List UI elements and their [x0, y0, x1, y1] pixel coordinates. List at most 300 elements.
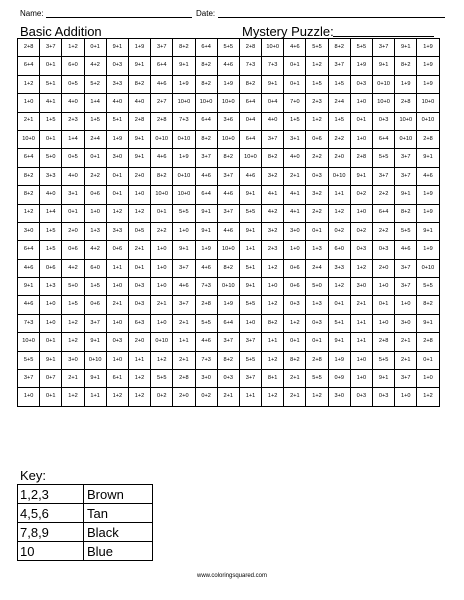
grid-cell[interactable]: 1+1 [239, 388, 261, 406]
grid-cell[interactable]: 0+1 [40, 57, 62, 75]
grid-cell[interactable]: 4+2 [262, 204, 284, 222]
grid-cell[interactable]: 5+5 [373, 149, 395, 167]
grid-cell[interactable]: 2+1 [173, 351, 195, 369]
grid-cell[interactable]: 4+1 [40, 94, 62, 112]
grid-cell[interactable]: 0+3 [306, 167, 328, 185]
grid-cell[interactable]: 1+9 [173, 75, 195, 93]
grid-cell[interactable]: 8+2 [217, 259, 239, 277]
grid-cell[interactable]: 1+1 [328, 186, 350, 204]
grid-cell[interactable]: 0+6 [306, 130, 328, 148]
grid-cell[interactable]: 5+5 [18, 351, 40, 369]
grid-cell[interactable]: 2+1 [128, 241, 150, 259]
grid-cell[interactable]: 0+6 [284, 259, 306, 277]
grid-cell[interactable]: 2+2 [306, 204, 328, 222]
grid-cell[interactable]: 3+7 [395, 259, 417, 277]
grid-cell[interactable]: 5+5 [350, 39, 372, 57]
grid-cell[interactable]: 8+1 [262, 370, 284, 388]
grid-cell[interactable]: 8+2 [195, 57, 217, 75]
grid-cell[interactable]: 1+1 [84, 388, 106, 406]
grid-cell[interactable]: 5+0 [62, 278, 84, 296]
grid-cell[interactable]: 2+3 [306, 94, 328, 112]
grid-cell[interactable]: 0+10 [84, 351, 106, 369]
grid-cell[interactable]: 3+0 [284, 222, 306, 240]
grid-cell[interactable]: 0+6 [84, 186, 106, 204]
grid-cell[interactable]: 9+1 [417, 222, 439, 240]
grid-cell[interactable]: 2+0 [128, 333, 150, 351]
grid-cell[interactable]: 2+8 [195, 296, 217, 314]
grid-cell[interactable]: 0+1 [84, 39, 106, 57]
grid-cell[interactable]: 0+10 [151, 130, 173, 148]
grid-cell[interactable]: 8+2 [395, 204, 417, 222]
grid-cell[interactable]: 2+1 [217, 388, 239, 406]
grid-cell[interactable]: 5+5 [306, 39, 328, 57]
grid-cell[interactable]: 7+0 [284, 94, 306, 112]
grid-cell[interactable]: 4+6 [173, 278, 195, 296]
grid-cell[interactable]: 0+3 [306, 314, 328, 332]
grid-cell[interactable]: 3+0 [195, 370, 217, 388]
grid-cell[interactable]: 10+0 [217, 241, 239, 259]
grid-cell[interactable]: 0+3 [106, 57, 128, 75]
grid-cell[interactable]: 0+1 [40, 388, 62, 406]
grid-cell[interactable]: 8+2 [195, 75, 217, 93]
grid-cell[interactable]: 3+7 [373, 167, 395, 185]
grid-cell[interactable]: 8+2 [195, 130, 217, 148]
grid-cell[interactable]: 1+9 [417, 186, 439, 204]
grid-cell[interactable]: 2+3 [62, 112, 84, 130]
grid-cell[interactable]: 1+0 [350, 370, 372, 388]
grid-cell[interactable]: 3+6 [217, 112, 239, 130]
grid-cell[interactable]: 1+0 [350, 94, 372, 112]
grid-cell[interactable]: 6+0 [84, 259, 106, 277]
grid-cell[interactable]: 6+4 [18, 57, 40, 75]
grid-cell[interactable]: 3+7 [395, 278, 417, 296]
grid-cell[interactable]: 2+4 [84, 130, 106, 148]
grid-cell[interactable]: 0+3 [373, 388, 395, 406]
grid-cell[interactable]: 4+0 [106, 94, 128, 112]
grid-cell[interactable]: 10+0 [217, 130, 239, 148]
grid-cell[interactable]: 1+1 [128, 351, 150, 369]
grid-cell[interactable]: 1+9 [417, 39, 439, 57]
grid-cell[interactable]: 3+7 [173, 296, 195, 314]
grid-cell[interactable]: 0+10 [417, 112, 439, 130]
grid-cell[interactable]: 0+1 [106, 167, 128, 185]
grid-cell[interactable]: 0+1 [306, 222, 328, 240]
grid-cell[interactable]: 1+0 [373, 278, 395, 296]
grid-cell[interactable]: 0+4 [239, 112, 261, 130]
mystery-puzzle-line[interactable] [333, 36, 434, 37]
grid-cell[interactable]: 0+9 [328, 370, 350, 388]
grid-cell[interactable]: 1+2 [328, 278, 350, 296]
grid-cell[interactable]: 1+9 [417, 75, 439, 93]
grid-cell[interactable]: 2+1 [284, 167, 306, 185]
grid-cell[interactable]: 2+4 [328, 94, 350, 112]
grid-cell[interactable]: 7+3 [18, 314, 40, 332]
grid-cell[interactable]: 1+1 [350, 333, 372, 351]
grid-cell[interactable]: 4+1 [284, 204, 306, 222]
grid-cell[interactable]: 4+6 [195, 167, 217, 185]
grid-cell[interactable]: 4+0 [62, 94, 84, 112]
grid-cell[interactable]: 3+7 [151, 39, 173, 57]
grid-cell[interactable]: 3+1 [284, 130, 306, 148]
grid-cell[interactable]: 1+1 [350, 314, 372, 332]
grid-cell[interactable]: 1+0 [106, 351, 128, 369]
grid-cell[interactable]: 6+1 [106, 370, 128, 388]
grid-cell[interactable]: 1+2 [350, 259, 372, 277]
grid-cell[interactable]: 9+1 [195, 204, 217, 222]
grid-cell[interactable]: 2+2 [306, 149, 328, 167]
grid-cell[interactable]: 6+4 [195, 39, 217, 57]
grid-cell[interactable]: 9+1 [173, 241, 195, 259]
grid-cell[interactable]: 0+3 [350, 241, 372, 259]
grid-cell[interactable]: 0+3 [373, 241, 395, 259]
grid-cell[interactable]: 4+0 [62, 167, 84, 185]
grid-cell[interactable]: 8+2 [18, 186, 40, 204]
grid-cell[interactable]: 3+7 [328, 57, 350, 75]
grid-cell[interactable]: 2+2 [373, 222, 395, 240]
grid-cell[interactable]: 1+1 [239, 241, 261, 259]
grid-cell[interactable]: 0+10 [395, 130, 417, 148]
grid-cell[interactable]: 0+6 [62, 241, 84, 259]
grid-cell[interactable]: 7+3 [239, 57, 261, 75]
grid-cell[interactable]: 0+1 [151, 204, 173, 222]
grid-cell[interactable]: 1+9 [106, 130, 128, 148]
grid-cell[interactable]: 3+3 [106, 75, 128, 93]
grid-cell[interactable]: 0+4 [262, 94, 284, 112]
grid-cell[interactable]: 4+6 [151, 149, 173, 167]
grid-cell[interactable]: 3+2 [306, 186, 328, 204]
grid-cell[interactable]: 1+2 [128, 204, 150, 222]
grid-cell[interactable]: 1+2 [128, 388, 150, 406]
grid-cell[interactable]: 0+1 [417, 351, 439, 369]
grid-cell[interactable]: 1+4 [40, 204, 62, 222]
grid-cell[interactable]: 1+5 [40, 112, 62, 130]
grid-cell[interactable]: 2+8 [417, 333, 439, 351]
grid-cell[interactable]: 0+1 [84, 149, 106, 167]
grid-cell[interactable]: 1+0 [350, 204, 372, 222]
grid-cell[interactable]: 3+7 [217, 204, 239, 222]
grid-cell[interactable]: 8+2 [417, 296, 439, 314]
grid-cell[interactable]: 2+2 [328, 130, 350, 148]
grid-cell[interactable]: 10+0 [18, 130, 40, 148]
grid-cell[interactable]: 0+3 [350, 75, 372, 93]
grid-cell[interactable]: 4+6 [151, 75, 173, 93]
grid-cell[interactable]: 0+2 [350, 222, 372, 240]
grid-cell[interactable]: 1+5 [306, 75, 328, 93]
grid-cell[interactable]: 1+9 [217, 296, 239, 314]
grid-cell[interactable]: 2+1 [173, 314, 195, 332]
grid-cell[interactable]: 1+2 [417, 388, 439, 406]
grid-cell[interactable]: 5+5 [239, 296, 261, 314]
grid-cell[interactable]: 4+6 [18, 296, 40, 314]
grid-cell[interactable]: 10+0 [395, 112, 417, 130]
grid-cell[interactable]: 2+8 [350, 149, 372, 167]
grid-cell[interactable]: 9+1 [40, 351, 62, 369]
grid-cell[interactable]: 6+4 [239, 94, 261, 112]
grid-cell[interactable]: 9+1 [328, 333, 350, 351]
grid-cell[interactable]: 3+0 [395, 314, 417, 332]
grid-cell[interactable]: 2+1 [106, 296, 128, 314]
grid-cell[interactable]: 6+0 [328, 241, 350, 259]
grid-cell[interactable]: 0+3 [128, 296, 150, 314]
grid-cell[interactable]: 2+3 [262, 241, 284, 259]
grid-cell[interactable]: 1+0 [350, 130, 372, 148]
grid-cell[interactable]: 0+1 [350, 112, 372, 130]
grid-cell[interactable]: 1+9 [217, 75, 239, 93]
grid-cell[interactable]: 5+5 [306, 370, 328, 388]
grid-cell[interactable]: 5+0 [40, 149, 62, 167]
grid-cell[interactable]: 1+0 [151, 278, 173, 296]
grid-cell[interactable]: 4+6 [217, 57, 239, 75]
grid-cell[interactable]: 1+2 [18, 204, 40, 222]
grid-cell[interactable]: 2+7 [151, 94, 173, 112]
grid-cell[interactable]: 10+0 [173, 94, 195, 112]
grid-cell[interactable]: 0+10 [417, 259, 439, 277]
grid-cell[interactable]: 6+4 [217, 314, 239, 332]
grid-cell[interactable]: 7+3 [262, 57, 284, 75]
grid-cell[interactable]: 1+0 [106, 314, 128, 332]
grid-cell[interactable]: 6+3 [128, 314, 150, 332]
grid-cell[interactable]: 4+6 [217, 222, 239, 240]
grid-cell[interactable]: 9+1 [173, 57, 195, 75]
grid-cell[interactable]: 1+0 [106, 278, 128, 296]
grid-cell[interactable]: 4+6 [284, 39, 306, 57]
grid-cell[interactable]: 3+7 [217, 167, 239, 185]
grid-cell[interactable]: 1+5 [62, 296, 84, 314]
grid-cell[interactable]: 2+8 [151, 112, 173, 130]
grid-cell[interactable]: 3+3 [106, 222, 128, 240]
grid-cell[interactable]: 2+8 [306, 351, 328, 369]
grid-cell[interactable]: 1+2 [284, 314, 306, 332]
grid-cell[interactable]: 2+1 [284, 370, 306, 388]
grid-cell[interactable]: 3+0 [350, 278, 372, 296]
grid-cell[interactable]: 9+1 [84, 370, 106, 388]
grid-cell[interactable]: 9+1 [239, 186, 261, 204]
grid-cell[interactable]: 1+4 [62, 130, 84, 148]
grid-cell[interactable]: 1+2 [262, 259, 284, 277]
grid-cell[interactable]: 7+3 [173, 112, 195, 130]
grid-cell[interactable]: 2+0 [62, 222, 84, 240]
grid-cell[interactable]: 2+1 [395, 351, 417, 369]
grid-cell[interactable]: 1+3 [40, 278, 62, 296]
grid-cell[interactable]: 9+1 [106, 39, 128, 57]
grid-cell[interactable]: 5+1 [106, 112, 128, 130]
grid-cell[interactable]: 4+6 [417, 167, 439, 185]
grid-cell[interactable]: 3+7 [395, 149, 417, 167]
grid-cell[interactable]: 4+1 [262, 186, 284, 204]
grid-cell[interactable]: 5+1 [239, 259, 261, 277]
grid-cell[interactable]: 1+2 [62, 333, 84, 351]
grid-cell[interactable]: 4+6 [18, 259, 40, 277]
grid-cell[interactable]: 3+1 [62, 186, 84, 204]
grid-cell[interactable]: 5+5 [417, 278, 439, 296]
grid-cell[interactable]: 3+3 [40, 167, 62, 185]
grid-cell[interactable]: 4+2 [84, 57, 106, 75]
grid-cell[interactable]: 2+1 [284, 388, 306, 406]
grid-cell[interactable]: 3+7 [173, 259, 195, 277]
grid-cell[interactable]: 9+1 [195, 222, 217, 240]
grid-cell[interactable]: 9+1 [262, 75, 284, 93]
grid-cell[interactable]: 2+1 [151, 296, 173, 314]
grid-cell[interactable]: 8+2 [217, 149, 239, 167]
grid-cell[interactable]: 0+10 [328, 167, 350, 185]
grid-cell[interactable]: 0+10 [151, 333, 173, 351]
grid-cell[interactable]: 1+9 [173, 149, 195, 167]
grid-cell[interactable]: 0+10 [173, 130, 195, 148]
grid-cell[interactable]: 1+5 [40, 241, 62, 259]
grid-cell[interactable]: 0+2 [350, 186, 372, 204]
grid-cell[interactable]: 9+1 [18, 278, 40, 296]
grid-cell[interactable]: 9+1 [373, 57, 395, 75]
grid-cell[interactable]: 5+5 [217, 39, 239, 57]
grid-cell[interactable]: 10+0 [373, 94, 395, 112]
grid-cell[interactable]: 4+6 [239, 167, 261, 185]
grid-cell[interactable]: 5+5 [173, 204, 195, 222]
grid-cell[interactable]: 6+4 [373, 130, 395, 148]
grid-cell[interactable]: 1+2 [262, 388, 284, 406]
grid-cell[interactable]: 1+9 [417, 241, 439, 259]
grid-cell[interactable]: 1+0 [128, 186, 150, 204]
grid-cell[interactable]: 1+0 [40, 296, 62, 314]
grid-cell[interactable]: 9+1 [350, 167, 372, 185]
grid-cell[interactable]: 9+1 [239, 278, 261, 296]
grid-cell[interactable]: 10+0 [217, 94, 239, 112]
grid-cell[interactable]: 1+5 [284, 112, 306, 130]
grid-cell[interactable]: 1+9 [417, 57, 439, 75]
grid-cell[interactable]: 8+2 [217, 351, 239, 369]
grid-cell[interactable]: 4+6 [395, 241, 417, 259]
grid-cell[interactable]: 1+9 [395, 75, 417, 93]
grid-cell[interactable]: 3+7 [239, 370, 261, 388]
grid-cell[interactable]: 1+2 [18, 75, 40, 93]
grid-cell[interactable]: 1+9 [328, 351, 350, 369]
grid-cell[interactable]: 1+1 [262, 333, 284, 351]
grid-cell[interactable]: 1+0 [18, 388, 40, 406]
grid-cell[interactable]: 0+3 [350, 388, 372, 406]
grid-cell[interactable]: 5+5 [195, 314, 217, 332]
grid-cell[interactable]: 6+4 [18, 241, 40, 259]
grid-cell[interactable]: 2+2 [84, 167, 106, 185]
grid-cell[interactable]: 2+4 [306, 259, 328, 277]
grid-cell[interactable]: 10+0 [151, 186, 173, 204]
grid-cell[interactable]: 7+3 [195, 278, 217, 296]
grid-cell[interactable]: 0+3 [106, 333, 128, 351]
grid-cell[interactable]: 2+8 [395, 94, 417, 112]
grid-cell[interactable]: 0+1 [40, 130, 62, 148]
grid-cell[interactable]: 6+0 [62, 57, 84, 75]
grid-cell[interactable]: 4+2 [84, 241, 106, 259]
grid-cell[interactable]: 3+7 [18, 370, 40, 388]
grid-cell[interactable]: 5+5 [239, 351, 261, 369]
grid-cell[interactable]: 8+2 [284, 351, 306, 369]
grid-cell[interactable]: 8+2 [128, 75, 150, 93]
grid-cell[interactable]: 10+0 [417, 94, 439, 112]
grid-cell[interactable]: 1+0 [373, 314, 395, 332]
grid-cell[interactable]: 9+1 [128, 57, 150, 75]
grid-cell[interactable]: 1+1 [173, 333, 195, 351]
grid-cell[interactable]: 2+8 [128, 112, 150, 130]
grid-cell[interactable]: 2+8 [173, 370, 195, 388]
grid-cell[interactable]: 1+5 [40, 222, 62, 240]
grid-cell[interactable]: 5+0 [306, 278, 328, 296]
grid-cell[interactable]: 3+0 [62, 351, 84, 369]
grid-cell[interactable]: 6+4 [195, 112, 217, 130]
grid-cell[interactable]: 1+0 [151, 241, 173, 259]
grid-cell[interactable]: 1+0 [151, 314, 173, 332]
grid-cell[interactable]: 2+8 [239, 39, 261, 57]
grid-cell[interactable]: 9+1 [417, 314, 439, 332]
date-line[interactable] [218, 17, 445, 18]
grid-cell[interactable]: 3+7 [217, 333, 239, 351]
grid-cell[interactable]: 10+0 [262, 39, 284, 57]
grid-cell[interactable]: 8+2 [18, 167, 40, 185]
grid-cell[interactable]: 0+5 [62, 149, 84, 167]
grid-cell[interactable]: 0+2 [195, 388, 217, 406]
grid-cell[interactable]: 1+9 [350, 57, 372, 75]
grid-cell[interactable]: 3+7 [395, 370, 417, 388]
grid-cell[interactable]: 1+0 [262, 278, 284, 296]
grid-cell[interactable]: 2+8 [417, 130, 439, 148]
grid-cell[interactable]: 4+1 [284, 186, 306, 204]
grid-cell[interactable]: 1+2 [62, 39, 84, 57]
grid-cell[interactable]: 4+0 [284, 149, 306, 167]
grid-cell[interactable]: 5+1 [40, 75, 62, 93]
grid-cell[interactable]: 1+2 [62, 314, 84, 332]
grid-cell[interactable]: 1+0 [40, 314, 62, 332]
grid-cell[interactable]: 10+0 [18, 333, 40, 351]
grid-cell[interactable]: 5+2 [84, 75, 106, 93]
grid-cell[interactable]: 3+7 [195, 149, 217, 167]
grid-cell[interactable]: 0+10 [173, 167, 195, 185]
grid-cell[interactable]: 0+1 [106, 186, 128, 204]
grid-cell[interactable]: 1+0 [284, 241, 306, 259]
grid-cell[interactable]: 1+2 [151, 351, 173, 369]
grid-cell[interactable]: 1+2 [328, 204, 350, 222]
grid-cell[interactable]: 1+2 [262, 296, 284, 314]
grid-cell[interactable]: 1+2 [106, 388, 128, 406]
grid-cell[interactable]: 0+1 [284, 75, 306, 93]
grid-cell[interactable]: 5+1 [328, 314, 350, 332]
grid-cell[interactable]: 8+2 [395, 57, 417, 75]
grid-cell[interactable]: 4+0 [40, 186, 62, 204]
grid-cell[interactable]: 2+0 [128, 167, 150, 185]
grid-cell[interactable]: 1+2 [128, 370, 150, 388]
grid-cell[interactable]: 3+7 [262, 130, 284, 148]
grid-cell[interactable]: 0+1 [40, 333, 62, 351]
grid-cell[interactable]: 0+6 [284, 278, 306, 296]
grid-cell[interactable]: 6+4 [195, 186, 217, 204]
grid-cell[interactable]: 9+1 [239, 222, 261, 240]
grid-cell[interactable]: 2+1 [62, 370, 84, 388]
grid-cell[interactable]: 1+9 [128, 39, 150, 57]
grid-cell[interactable]: 4+6 [195, 259, 217, 277]
grid-cell[interactable]: 5+5 [151, 370, 173, 388]
grid-cell[interactable]: 3+7 [395, 167, 417, 185]
grid-cell[interactable]: 8+2 [173, 39, 195, 57]
grid-cell[interactable]: 0+6 [40, 259, 62, 277]
grid-cell[interactable]: 2+0 [328, 149, 350, 167]
grid-cell[interactable]: 5+5 [395, 222, 417, 240]
grid-cell[interactable]: 1+2 [106, 204, 128, 222]
grid-cell[interactable]: 0+1 [373, 296, 395, 314]
grid-cell[interactable]: 1+0 [239, 314, 261, 332]
grid-cell[interactable]: 3+7 [239, 333, 261, 351]
grid-cell[interactable]: 8+2 [151, 167, 173, 185]
grid-cell[interactable]: 0+2 [151, 388, 173, 406]
grid-cell[interactable]: 1+3 [306, 296, 328, 314]
grid-cell[interactable]: 0+7 [40, 370, 62, 388]
grid-cell[interactable]: 0+1 [306, 333, 328, 351]
grid-cell[interactable]: 0+3 [284, 296, 306, 314]
